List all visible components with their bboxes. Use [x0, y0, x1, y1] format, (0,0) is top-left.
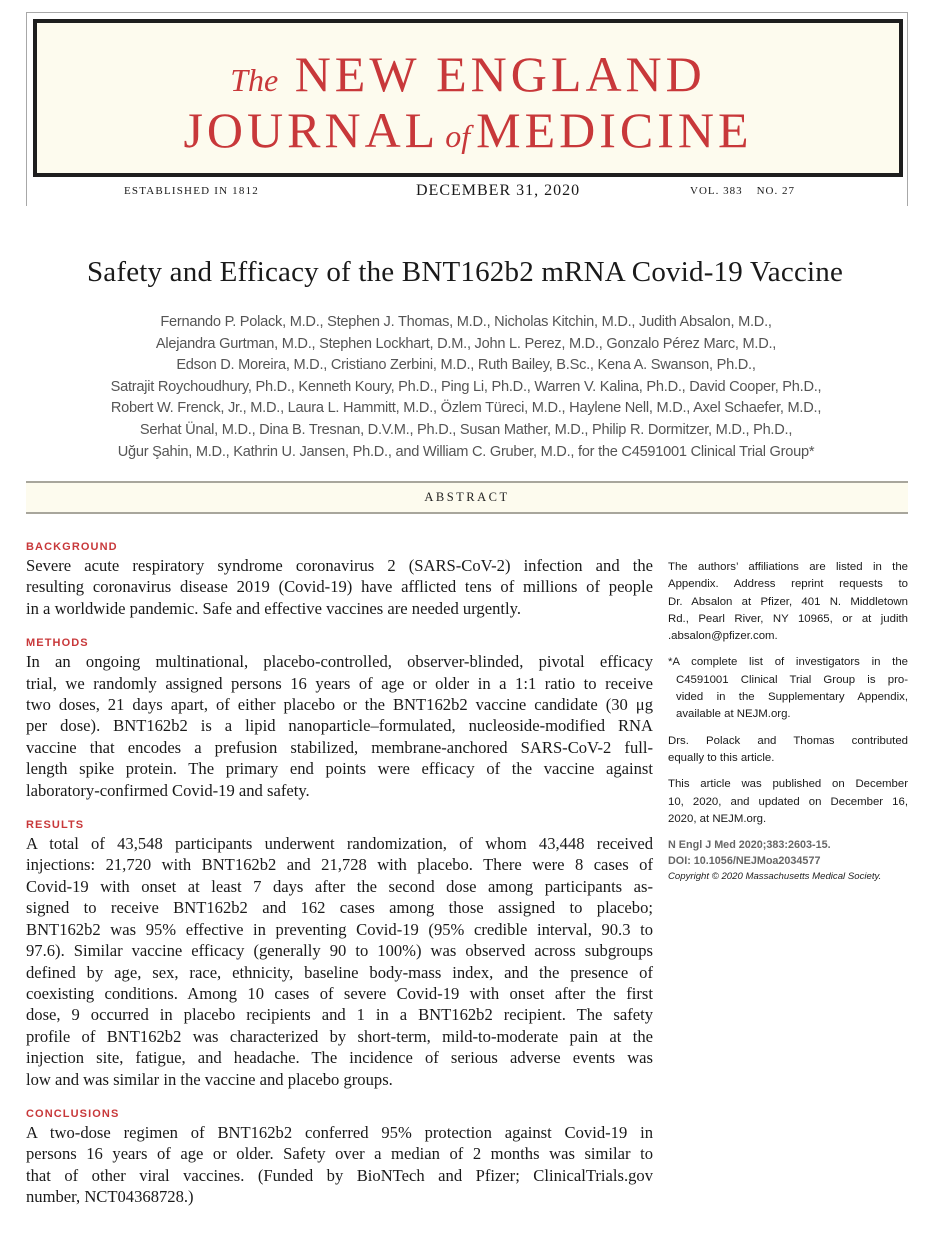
- abstract-label: ABSTRACT: [424, 490, 510, 504]
- text-line: Dr. Absalon at Pfizer, 401 N. Middletown: [668, 595, 908, 608]
- issue-date: DECEMBER 31, 2020: [416, 182, 581, 199]
- text-line: defined by age, sex, race, ethnicity, baseline body-mass index, and the presence of: [26, 962, 653, 982]
- text-line: signed to receive BNT162b2 and 162 cases among those assigned to placebo;: [26, 898, 653, 918]
- copyright: Copyright © 2020 Massachusetts Medical Society.: [668, 871, 882, 883]
- article-title: Safety and Efficacy of the BNT162b2 mRNA Covid-19 Vaccine: [86, 256, 844, 288]
- masthead-new-england: NEW ENGLAND: [294, 46, 706, 102]
- established-label: ESTABLISHED IN 1812: [124, 185, 259, 197]
- text-line: A total of 43,548 participants underwent randomization, of whom 43,448 received: [26, 834, 653, 854]
- email-link[interactable]: .absalon@pfizer.com.: [668, 630, 778, 643]
- text-line: Severe acute respiratory syndrome coronavirus 2 (SARS-CoV-2) infection and the: [26, 556, 653, 575]
- author-line: Alejandra Gurtman, M.D., Stephen Lockhart, D.M., John L. Perez, M.D., Gonzalo Pérez Marc, M.D.,: [155, 335, 777, 352]
- text-line: Covid-19 with onset at least 7 days after the second dose among participants as-: [26, 876, 653, 896]
- text-line: profile of BNT162b2 was characterized by short-term, mild-to-moderate pain at the: [26, 1026, 653, 1046]
- masthead-line-2: [37, 101, 899, 159]
- text-line: two doses, 21 days apart, of either placebo or the BNT162b2 vaccine candidate (30 μg: [26, 695, 653, 715]
- text-line: number, NCT04368728.): [26, 1187, 194, 1207]
- issue-number: NO. 27: [756, 185, 795, 197]
- masthead-line-1: [37, 45, 899, 103]
- section-heading: METHODS: [26, 637, 89, 650]
- text-line: vided in the Supplementary Appendix,: [676, 691, 908, 704]
- author-line: Robert W. Frenck, Jr., M.D., Laura L. Hammitt, M.D., Özlem Türeci, M.D., Haylene Nell, M.D., Axel Schaefer, M.D.,: [110, 400, 822, 417]
- author-line: Satrajit Roychoudhury, Ph.D., Kenneth Koury, Ph.D., Ping Li, Ph.D., Warren V. Kalina, Ph.D., David Cooper, Ph.D.,: [110, 378, 822, 395]
- text-line: low and was similar in the vaccine and placebo groups.: [26, 1069, 393, 1089]
- section-text: [26, 555, 653, 619]
- text-line: in a worldwide pandemic. Safe and effective vaccines are needed urgently.: [26, 598, 521, 618]
- text-line: length spike protein. The primary end points were efficacy of the vaccine against: [26, 759, 653, 779]
- section-heading: RESULTS: [26, 819, 85, 832]
- section-heading: CONCLUSIONS: [26, 1107, 120, 1120]
- text-line: Appendix. Address reprint requests to: [668, 578, 908, 591]
- masthead-medicine: MEDICINE: [476, 102, 753, 158]
- section-background: [26, 540, 653, 619]
- abstract-body: [26, 540, 653, 1225]
- text-line: A two-dose regimen of BNT162b2 conferred 95% protection against Covid-19 in: [26, 1122, 653, 1142]
- text-line: injection site, fatigue, and headache. The incidence of serious adverse events was: [26, 1048, 653, 1068]
- author-list: [20, 312, 912, 463]
- section-heading: BACKGROUND: [26, 541, 118, 553]
- text-line: equally to this article.: [668, 751, 775, 764]
- text-line: BNT162b2 was 95% effective in preventing Covid-19 (95% credible interval, 90.3 to: [26, 919, 653, 939]
- text-line: resulting coronavirus disease 2019 (Covid-19) have afflicted tens of millions of people: [26, 577, 653, 597]
- text-line: C4591001 Clinical Trial Group is pro-: [676, 673, 908, 686]
- affiliations-note: [668, 559, 908, 645]
- article-sidebar: [668, 559, 908, 885]
- contribution-note: [668, 733, 908, 768]
- volume: VOL. 383: [690, 185, 743, 197]
- text-line: 2020, at NEJM.org.: [668, 812, 767, 825]
- section-text: [26, 1122, 653, 1208]
- text-line: coexisting conditions. Among 10 cases of severe Covid-19 with onset after the first: [26, 983, 653, 1003]
- text-line: *A complete list of investigators in the: [668, 656, 908, 669]
- author-line: Uğur Şahin, M.D., Kathrin U. Jansen, Ph.D., and William C. Gruber, M.D., for the C4591001 Clinical Trial Group*: [117, 443, 815, 460]
- publication-note: [668, 776, 908, 828]
- section-text: [26, 651, 653, 801]
- section-methods: [26, 636, 653, 801]
- volume-number: [690, 185, 795, 197]
- text-line: injections: 21,720 with BNT162b2 and 21,728 with placebo. There were 8 cases of: [26, 855, 653, 875]
- text-line: laboratory-confirmed Covid-19 and safety.: [26, 780, 310, 800]
- citation: N Engl J Med 2020;383:2603-15.: [668, 839, 831, 852]
- investigators-note: [668, 654, 908, 723]
- text-line: 97.6). Similar vaccine efficacy (generally 90 to 100%) was observed across subgroups: [26, 941, 653, 961]
- text-line: Drs. Polack and Thomas contributed: [668, 734, 908, 747]
- masthead-the: The: [230, 62, 279, 98]
- text-line: The authors’ affiliations are listed in the: [668, 561, 908, 573]
- author-line: Serhat Ünal, M.D., Dina B. Tresnan, D.V.M., Ph.D., Susan Mather, M.D., Philip R. Dormitzer, M.D., Ph.D.,: [139, 421, 793, 438]
- abstract-header-band: [26, 481, 908, 514]
- issue-meta-row: [26, 182, 908, 204]
- text-line: available at NEJM.org.: [676, 708, 791, 721]
- masthead-of: of: [445, 118, 471, 154]
- masthead-journal: JOURNAL: [183, 102, 440, 158]
- text-line: dose, 9 occurred in placebo recipients and 1 in a BNT162b2 recipient. The safety: [26, 1005, 653, 1025]
- doi[interactable]: DOI: 10.1056/NEJMoa2034577: [668, 855, 821, 868]
- text-line: In an ongoing multinational, placebo-controlled, observer-blinded, pivotal efficacy: [26, 652, 653, 672]
- text-line: that of other viral vaccines. (Funded by BioNTech and Pfizer; ClinicalTrials.gov: [26, 1165, 653, 1185]
- text-line: This article was published on December: [668, 778, 908, 791]
- text-line: trial, we randomly assigned persons 16 years of age or older in a 1:1 ratio to receive: [26, 673, 653, 693]
- section-conclusions: [26, 1107, 653, 1208]
- author-line: Edson D. Moreira, M.D., Cristiano Zerbini, M.D., Ruth Bailey, B.Sc., Kena A. Swanson, Ph.D.,: [176, 357, 756, 374]
- journal-masthead: [33, 19, 903, 177]
- section-text: [26, 833, 653, 1090]
- text-line: Rd., Pearl River, NY 10965, or at judith: [668, 612, 908, 625]
- text-line: persons 16 years of age or older. Safety over a median of 2 months was similar to: [26, 1144, 653, 1164]
- text-line: 10, 2020, and updated on December 16,: [668, 795, 908, 808]
- section-results: [26, 818, 653, 1090]
- text-line: per dose). BNT162b2 is a lipid nanoparticle–formulated, nucleoside-modified RNA: [26, 716, 653, 736]
- text-line: vaccine that encodes a prefusion stabilized, membrane-anchored SARS-CoV-2 full-: [26, 737, 653, 757]
- author-line: Fernando P. Polack, M.D., Stephen J. Thomas, M.D., Nicholas Kitchin, M.D., Judith Absalon, M.D.,: [160, 314, 772, 330]
